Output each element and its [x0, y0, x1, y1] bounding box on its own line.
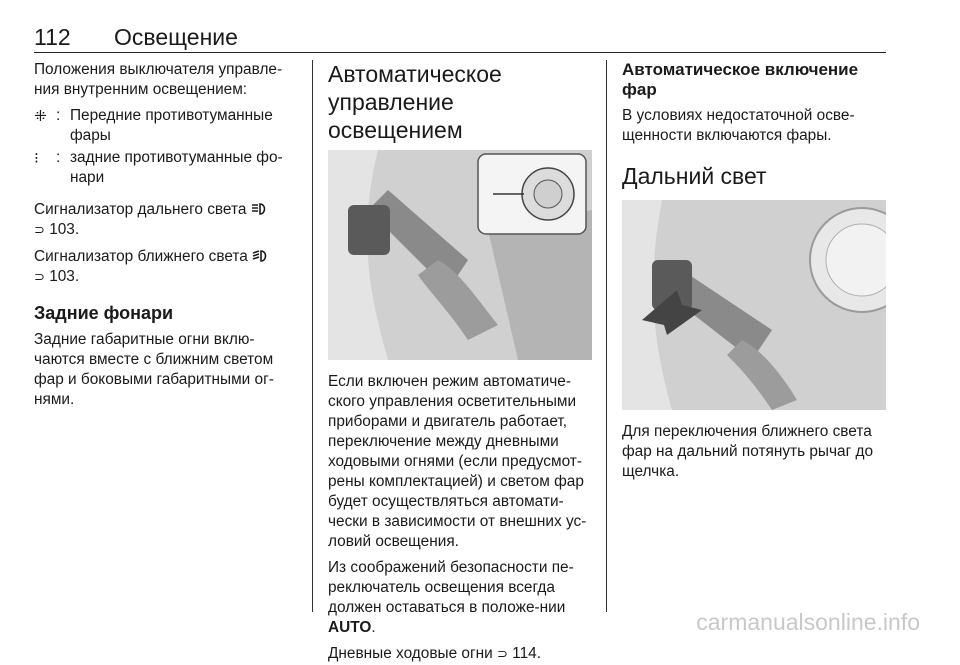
reference-arrow-icon: ⊃ — [496, 647, 508, 662]
low-beam-icon — [252, 250, 268, 262]
legend-front-fog — [34, 106, 302, 146]
front-fog-light-icon: ⁜ — [34, 107, 47, 125]
high-beam-heading: Дальний свет — [622, 163, 767, 189]
reference-arrow-icon: ⊃ — [34, 223, 45, 238]
legend-text: задние противотуманные фо-нари — [70, 149, 283, 186]
light-switch-illustration — [328, 150, 592, 360]
column-2 — [328, 60, 592, 665]
low-beam-indicator-text: Сигнализатор ближнего света ⊃ 103. — [34, 247, 302, 288]
drl-ref[interactable]: 114. — [512, 645, 541, 662]
high-beam-instruction: Для переключения ближнего света фар на дальний потянуть рычаг до щелчка. — [622, 423, 874, 480]
rear-lights-heading: Задние фонари — [34, 303, 174, 323]
intro-text: Положения выключателя управле-ния внутренним освещением: — [34, 61, 283, 98]
high-beam-icon — [251, 203, 267, 215]
high-beam-ref[interactable]: 103. — [49, 221, 80, 238]
safety-note: Из соображений безопасности пе-реключатель освещения всегда должен оставаться в положе-нии AUTO. — [328, 559, 574, 636]
legend-text: Передние противотуманные фары — [70, 107, 273, 144]
legend-separator: : — [56, 107, 61, 124]
auto-lighting-heading: Автоматическое управление освещением — [328, 61, 502, 143]
column-3 — [622, 60, 886, 482]
legend-rear-fog — [34, 148, 302, 188]
column-divider — [606, 60, 607, 612]
rear-lights-text: Задние габаритные огни вклю-чаются вместе с ближним светом фар и боковыми габаритными ог-нями. — [34, 331, 274, 408]
auto-mode-description: Если включен режим автоматиче-ского управления осветительными приборами и двигатель работает, переключение между дневными ходовыми огнями (если предусмот-рены комплектацией) и светом фар будет осуществляться автомати-чески в зависимости от внешних ус-ловий освещения. — [328, 373, 587, 550]
column-1 — [34, 60, 302, 410]
auto-headlights-text: В условиях недостаточной осве-щенности включаются фары. — [622, 107, 855, 144]
column-divider — [312, 60, 313, 612]
watermark: carmanualsonline.info — [696, 609, 920, 635]
page-header — [34, 26, 886, 53]
section-title: Освещение — [114, 24, 238, 50]
high-beam-indicator-text: Сигнализатор дальнего света ⊃ 103. — [34, 200, 302, 241]
auto-position-label: AUTO — [328, 619, 372, 636]
page-number: 112 — [34, 24, 71, 50]
low-beam-ref[interactable]: 103. — [49, 268, 80, 285]
drl-reference: Дневные ходовые огни ⊃ 114. — [328, 645, 541, 662]
auto-headlights-heading: Автоматическое включение фар — [622, 60, 859, 99]
rear-fog-light-icon: ⁝ — [34, 149, 39, 167]
legend-separator: : — [56, 149, 61, 166]
reference-arrow-icon: ⊃ — [34, 270, 45, 285]
high-beam-lever-illustration — [622, 200, 886, 410]
